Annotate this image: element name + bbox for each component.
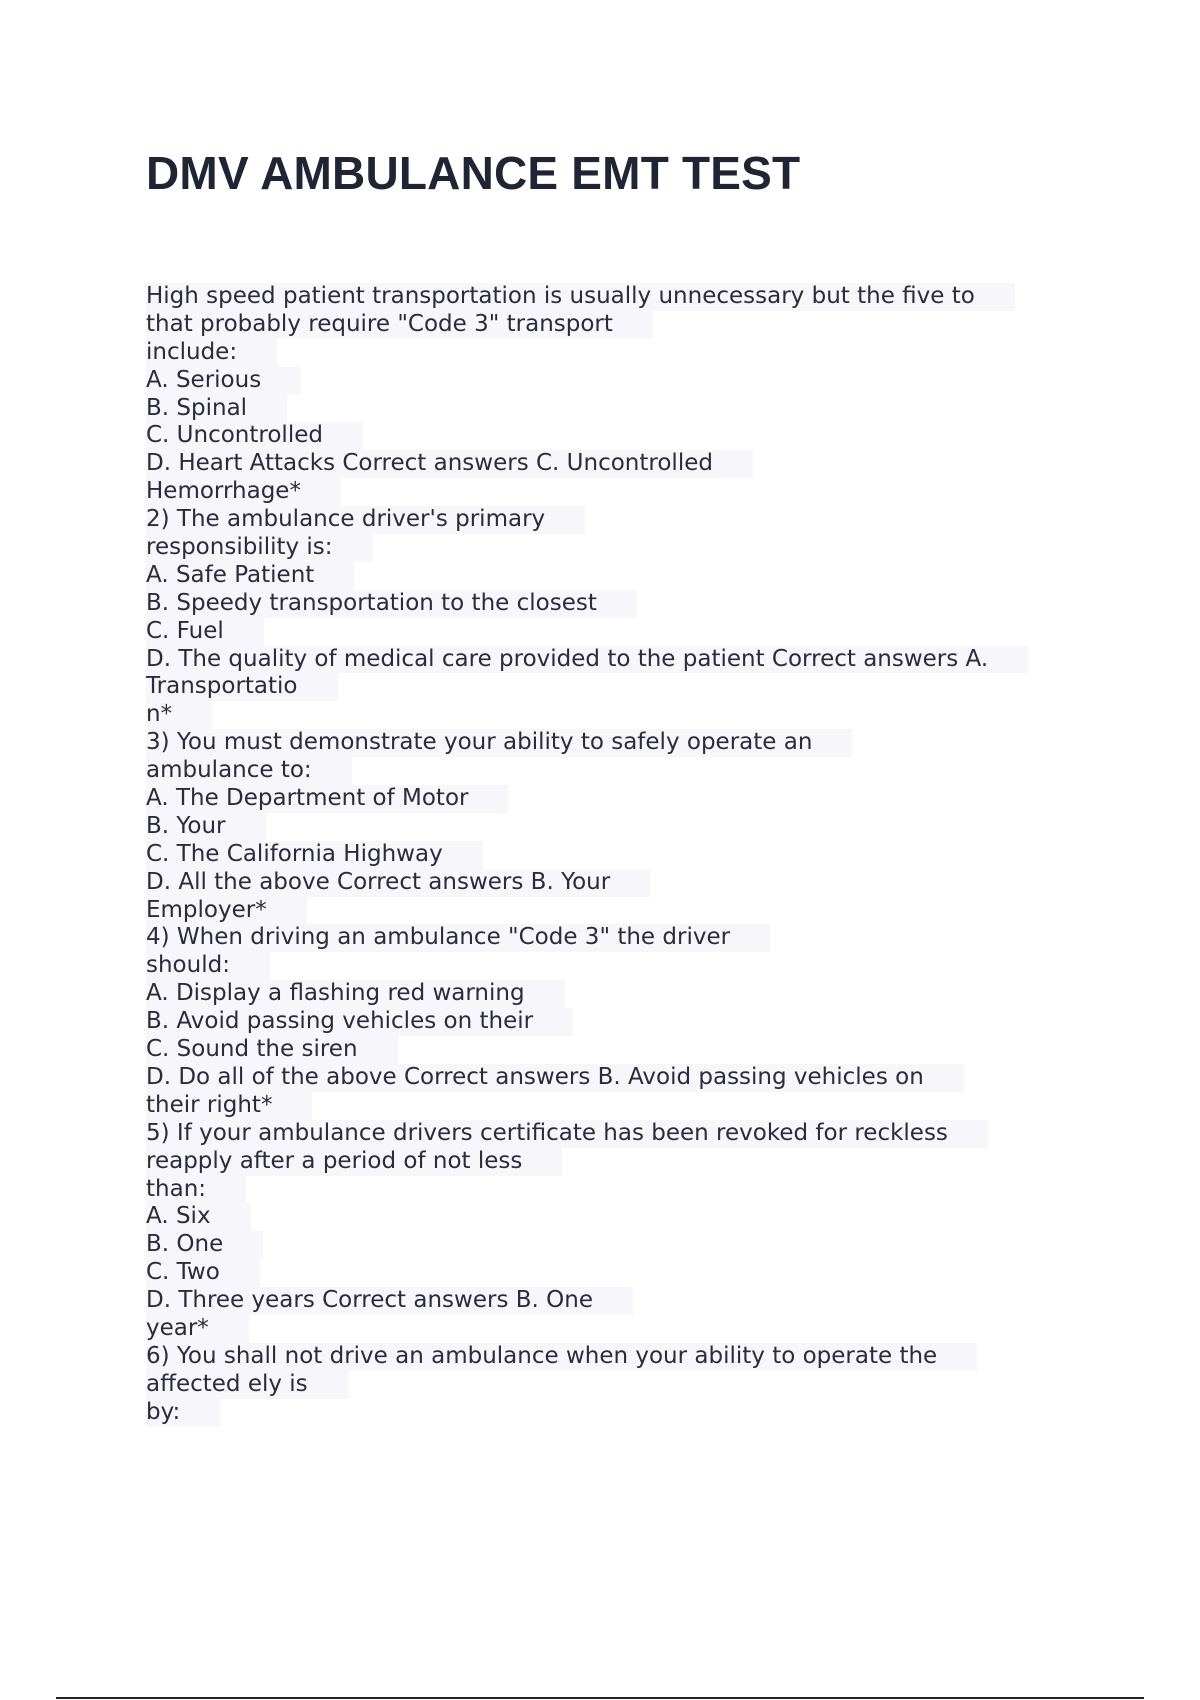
text-line: year* bbox=[146, 1315, 249, 1343]
text-line: B. Avoid passing vehicles on their bbox=[146, 1008, 573, 1036]
text-line: 6) You shall not drive an ambulance when your ability to operate the bbox=[146, 1343, 977, 1371]
text-line: B. One bbox=[146, 1231, 263, 1259]
text-line: 3) You must demonstrate your ability to safely operate an bbox=[146, 729, 852, 757]
text-line: A. The Department of Motor bbox=[146, 785, 508, 813]
text-line: A. Display a flashing red warning bbox=[146, 980, 565, 1008]
text-line: D. Do all of the above Correct answers B. Avoid passing vehicles on bbox=[146, 1064, 964, 1092]
text-line: B. Your bbox=[146, 813, 266, 841]
text-line: their right* bbox=[146, 1092, 312, 1120]
text-line: 2) The ambulance driver's primary bbox=[146, 506, 585, 534]
text-line: C. Fuel bbox=[146, 618, 264, 646]
text-line: responsibility is: bbox=[146, 534, 373, 562]
text-line: that probably require "Code 3" transport bbox=[146, 311, 653, 339]
text-line: Hemorrhage* bbox=[146, 478, 341, 506]
document-body bbox=[146, 283, 1066, 1427]
text-line: Transportatio bbox=[146, 673, 338, 701]
text-line: ambulance to: bbox=[146, 757, 352, 785]
text-line: C. Uncontrolled bbox=[146, 422, 363, 450]
text-line: D. The quality of medical care provided to the patient Correct answers A. bbox=[146, 646, 1028, 674]
text-line: 5) If your ambulance drivers certificate has been revoked for reckless bbox=[146, 1120, 988, 1148]
text-line: Employer* bbox=[146, 897, 307, 925]
text-line: D. All the above Correct answers B. Your bbox=[146, 869, 650, 897]
text-line: affected ely is bbox=[146, 1371, 348, 1399]
text-line: High speed patient transportation is usually unnecessary but the five to bbox=[146, 283, 1015, 311]
footer-divider bbox=[56, 1697, 1144, 1699]
text-line: A. Six bbox=[146, 1203, 251, 1231]
text-line: 4) When driving an ambulance "Code 3" the driver bbox=[146, 924, 770, 952]
text-line: C. Sound the siren bbox=[146, 1036, 398, 1064]
text-line: include: bbox=[146, 339, 277, 367]
text-line: B. Spinal bbox=[146, 395, 287, 423]
text-line: B. Speedy transportation to the closest bbox=[146, 590, 637, 618]
text-line: D. Three years Correct answers B. One bbox=[146, 1287, 633, 1315]
text-line: by: bbox=[146, 1399, 220, 1427]
text-line: A. Safe Patient bbox=[146, 562, 354, 590]
text-line: should: bbox=[146, 952, 270, 980]
text-line: than: bbox=[146, 1176, 246, 1204]
text-line: n* bbox=[146, 701, 212, 729]
text-line: reapply after a period of not less bbox=[146, 1148, 562, 1176]
text-line: A. Serious bbox=[146, 367, 301, 395]
page-title: DMV AMBULANCE EMT TEST bbox=[146, 147, 801, 199]
text-line: D. Heart Attacks Correct answers C. Uncontrolled bbox=[146, 450, 753, 478]
text-line: C. The California Highway bbox=[146, 841, 483, 869]
text-line: C. Two bbox=[146, 1259, 260, 1287]
